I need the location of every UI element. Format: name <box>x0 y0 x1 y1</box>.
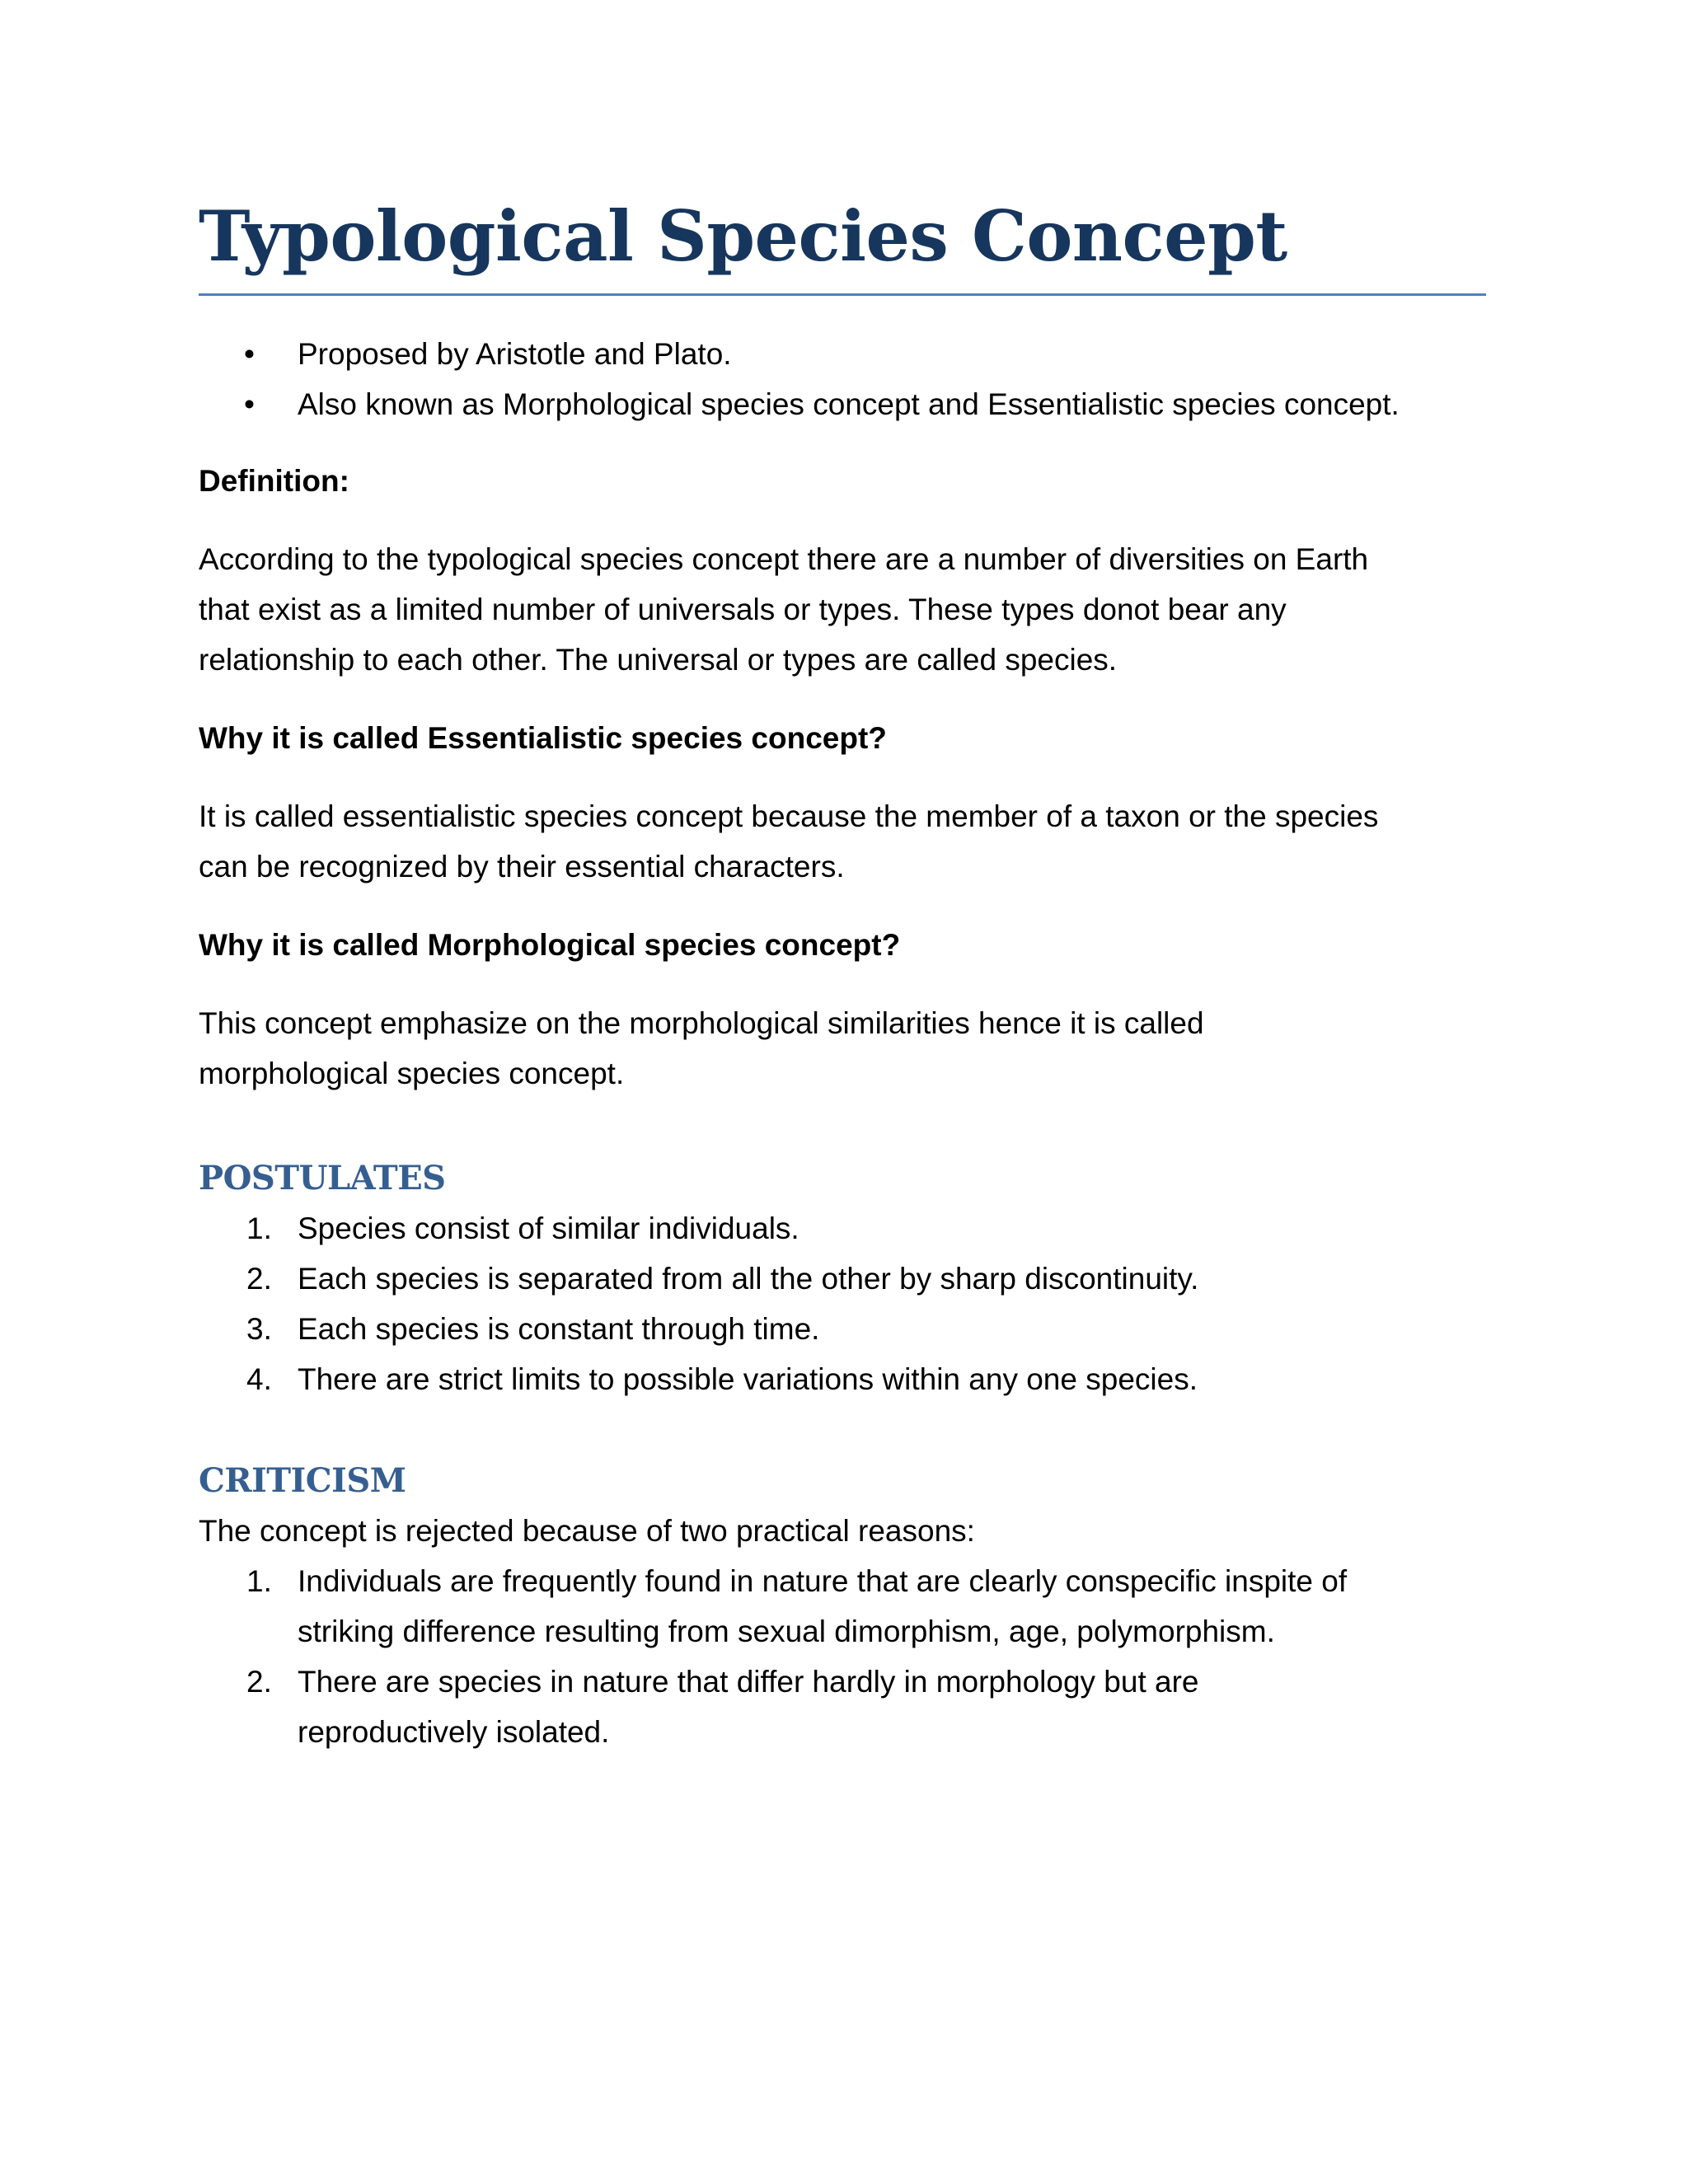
bullet-text: Also known as Morphological species concept and Essentialistic species concept. <box>298 387 1400 421</box>
criticism-intro: The concept is rejected because of two practical reasons: <box>199 1514 975 1548</box>
list-item-text: Each species is constant through time. <box>298 1312 820 1346</box>
criticism-heading: CRITICISM <box>199 1461 406 1500</box>
list-item-text: There are strict limits to possible variations within any one species. <box>298 1362 1198 1396</box>
document-title: Typological Species Concept <box>199 191 1486 296</box>
definition-paragraph <box>199 534 1486 685</box>
bullet-text: Proposed by Aristotle and Plato. <box>298 337 732 371</box>
postulates-heading: POSTULATES <box>199 1159 446 1197</box>
list-item <box>199 1657 1486 1757</box>
list-item <box>199 379 1486 429</box>
list-item-text: Each species is separated from all the other by sharp discontinuity. <box>298 1262 1199 1296</box>
paragraph-line: can be recognized by their essential characters. <box>199 850 845 883</box>
list-item <box>199 1556 1486 1657</box>
list-number: 1. <box>246 1564 272 1598</box>
bullet-icon: • <box>244 337 255 371</box>
bullet-icon: • <box>244 387 255 421</box>
paragraph-line: that exist as a limited number of universals or types. These types donot bear any <box>199 593 1287 626</box>
paragraph-line: relationship to each other. The universal or types are called species. <box>199 643 1118 677</box>
list-number: 3. <box>246 1312 272 1346</box>
list-number: 2. <box>246 1262 272 1296</box>
paragraph-line: According to the typological species concept there are a number of diversities on Earth <box>199 542 1369 576</box>
document-content <box>199 191 1486 1757</box>
list-item <box>199 1354 1486 1404</box>
intro-bullet-list <box>199 329 1486 429</box>
paragraph-line: This concept emphasize on the morphological similarities hence it is called <box>199 1006 1204 1040</box>
list-item-line: striking difference resulting from sexual dimorphism, age, polymorphism. <box>298 1615 1275 1648</box>
morphological-question-heading: Why it is called Morphological species concept? <box>199 928 901 962</box>
list-item <box>199 1304 1486 1354</box>
list-number: 2. <box>246 1665 272 1699</box>
list-number: 1. <box>246 1212 272 1245</box>
list-item-line: There are species in nature that differ hardly in morphology but are <box>298 1665 1199 1699</box>
morphological-paragraph <box>199 998 1486 1099</box>
essentialistic-question-heading: Why it is called Essentialistic species concept? <box>199 721 887 755</box>
list-item-text: Species consist of similar individuals. <box>298 1212 799 1245</box>
list-item <box>199 1203 1486 1254</box>
essentialistic-paragraph <box>199 791 1486 892</box>
paragraph-line: morphological species concept. <box>199 1057 625 1090</box>
definition-heading: Definition: <box>199 464 349 498</box>
list-item <box>199 1254 1486 1304</box>
list-number: 4. <box>246 1362 272 1396</box>
criticism-list <box>199 1556 1486 1757</box>
postulates-list <box>199 1203 1486 1404</box>
list-item-line: Individuals are frequently found in nature that are clearly conspecific inspite of <box>298 1564 1348 1598</box>
paragraph-line: It is called essentialistic species concept because the member of a taxon or the species <box>199 799 1379 833</box>
list-item-line: reproductively isolated. <box>298 1715 610 1749</box>
list-item <box>199 329 1486 379</box>
